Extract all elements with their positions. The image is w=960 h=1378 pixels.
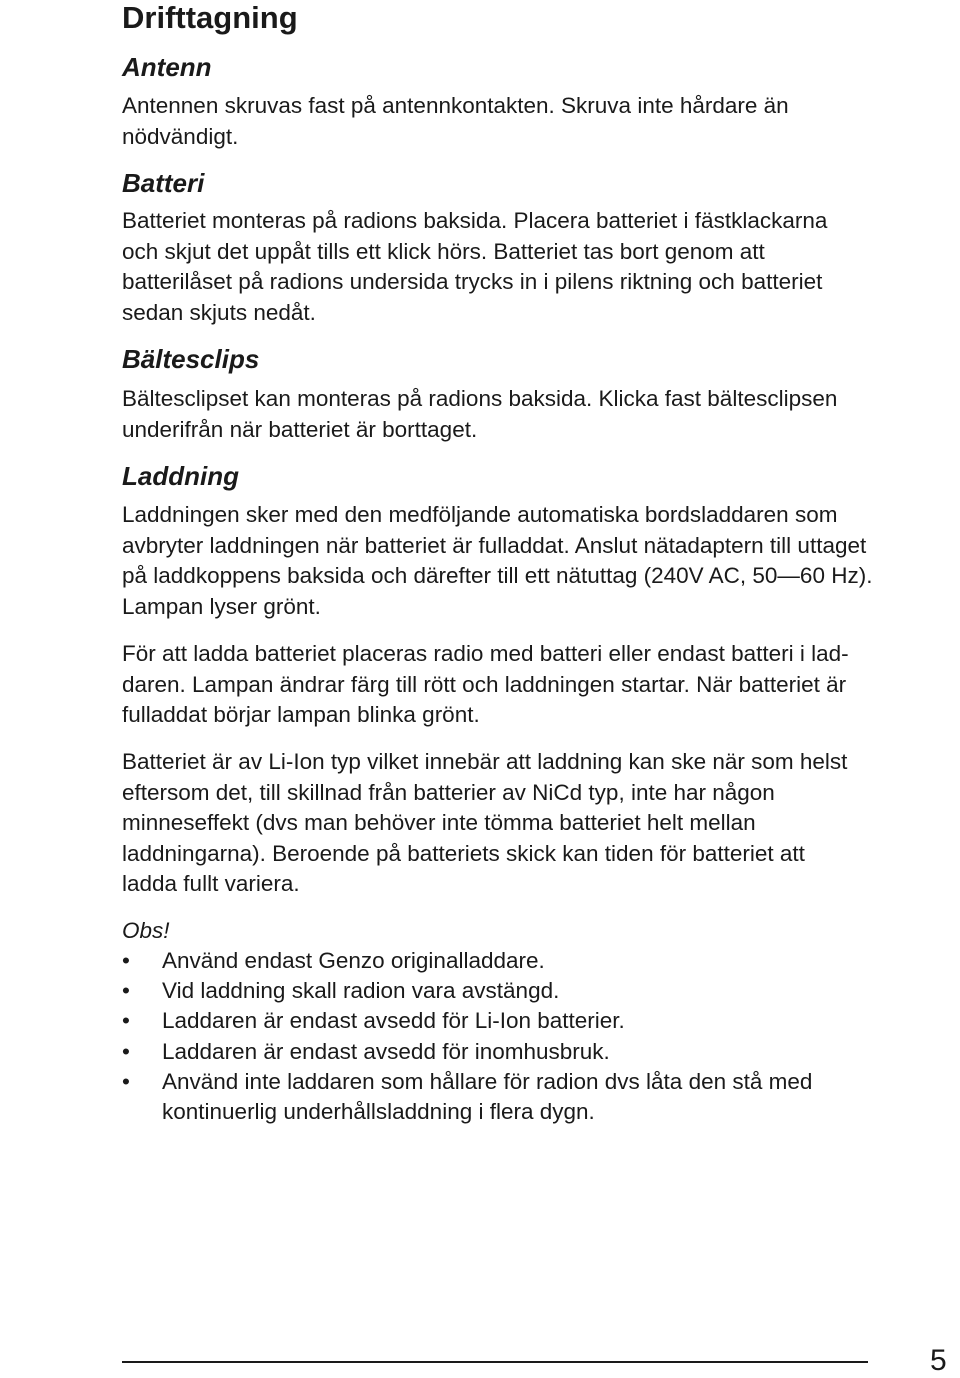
text-line: Laddningen sker med den medföljande automatiska bordsladdaren som <box>122 502 838 527</box>
text-line: Bältesclipset kan monteras på radions baksida. Klicka fast bältesclipsen <box>122 386 838 411</box>
list-item <box>122 1037 812 1067</box>
paragraph-baltesclips <box>122 384 837 445</box>
list-item-text: Laddaren är endast avsedd för Li-Ion batterier. <box>162 1008 625 1034</box>
list-item <box>122 976 812 1006</box>
paragraph-laddning-3 <box>122 747 847 900</box>
text-line: ladda fullt variera. <box>122 871 300 896</box>
text-line: och skjut det uppåt tills ett klick hörs. Batteriet tas bort genom att <box>122 238 765 264</box>
list-item-text: kontinuerlig underhållsladdning i flera dygn. <box>162 1099 595 1125</box>
paragraph-batteri <box>122 206 827 328</box>
footer-rule <box>122 1361 868 1363</box>
text-line: Batteriet monteras på radions baksida. Placera batteriet i fästklackarna <box>122 208 828 233</box>
obs-label: Obs! <box>122 918 170 943</box>
text-line: batterilåset på radions undersida trycks in i pilens riktning och batteriet <box>122 269 823 294</box>
list-item-text: Laddaren är endast avsedd för inomhusbruk. <box>162 1038 610 1064</box>
heading-batteri: Batteri <box>122 168 205 198</box>
text-line: fulladdat börjar lampan blinka grönt. <box>122 702 480 727</box>
paragraph-laddning-1 <box>122 500 872 622</box>
list-item-text: Vid laddning skall radion vara avstängd. <box>162 978 560 1004</box>
list-item-text: Använd endast Genzo originalladdare. <box>162 948 545 973</box>
bullet-icon: • <box>122 1008 130 1034</box>
list-item <box>122 1067 812 1127</box>
paragraph-laddning-2 <box>122 639 849 731</box>
text-line: Antennen skruvas fast på antennkontakten. Skruva inte hårdare än <box>122 93 789 118</box>
text-line: Lampan lyser grönt. <box>122 593 321 619</box>
paragraph-antenn <box>122 91 789 152</box>
text-line: sedan skjuts nedåt. <box>122 299 316 325</box>
text-line: på laddkoppens baksida och därefter till ett nätuttag (240V AC, 50—60 Hz). <box>122 563 873 588</box>
list-item <box>122 946 812 976</box>
bullet-icon: • <box>122 1068 130 1094</box>
text-line: Batteriet är av Li-Ion typ vilket innebär att laddning kan ske när som helst <box>122 749 848 774</box>
text-line: laddningarna). Beroende på batteriets skick kan tiden för batteriet att <box>122 840 805 866</box>
obs-bullet-list <box>122 946 812 1127</box>
bullet-icon: • <box>122 948 130 973</box>
page-number: 5 <box>930 1344 947 1377</box>
text-line: minneseffekt (dvs man behöver inte tömma batteriet helt mellan <box>122 810 756 835</box>
text-line: nödvändigt. <box>122 123 239 149</box>
text-line: underifrån när batteriet är borttaget. <box>122 416 478 442</box>
list-item-text: Använd inte laddaren som hållare för radion dvs låta den stå med <box>162 1068 813 1094</box>
heading-baltesclips: Bältesclips <box>122 344 260 374</box>
list-item <box>122 1006 812 1036</box>
heading-laddning: Laddning <box>122 461 239 491</box>
text-line: eftersom det, till skillnad från batterier av NiCd typ, inte har någon <box>122 779 775 805</box>
text-line: avbryter laddningen när batteriet är fulladdat. Anslut nätadaptern till uttaget <box>122 532 867 558</box>
page-title: Drifttagning <box>122 0 298 35</box>
text-line: daren. Lampan ändrar färg till rött och laddningen startar. När batteriet är <box>122 671 847 697</box>
heading-antenn: Antenn <box>122 52 212 82</box>
bullet-icon: • <box>122 1038 130 1064</box>
text-line: För att ladda batteriet placeras radio med batteri eller endast batteri i lad- <box>122 641 849 666</box>
bullet-icon: • <box>122 978 130 1004</box>
